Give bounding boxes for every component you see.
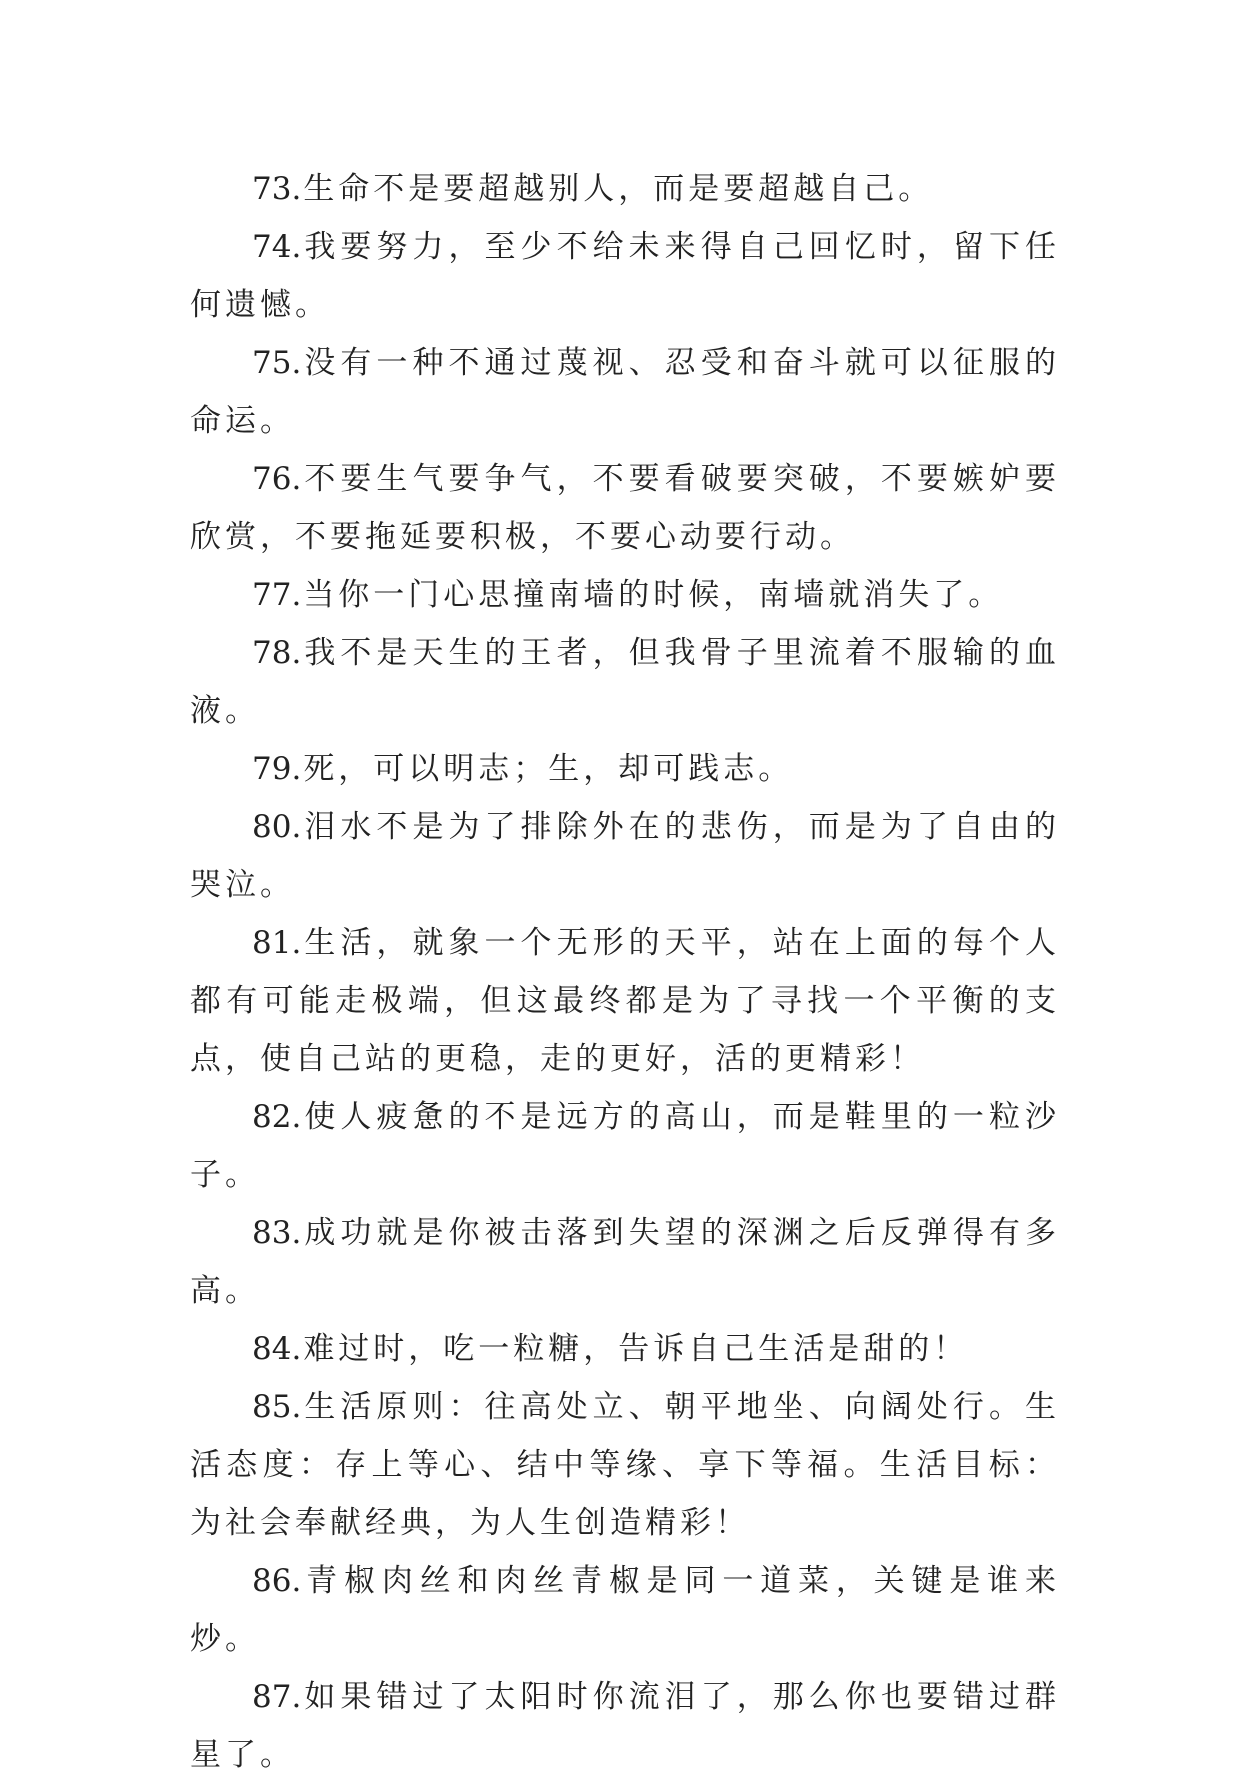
paragraph-number: 87.	[252, 1679, 302, 1715]
paragraph-82	[190, 1088, 1060, 1204]
paragraph-text: 生活原则：往高处立、朝平地坐、向阔处行。生活态度：存上等心、结中等缘、享下等福。生活目标：为社会奉献经典，为人生创造精彩！	[190, 1389, 1060, 1541]
paragraph-text: 生命不是要超越别人，而是要超越自己。	[303, 171, 934, 207]
paragraph-text: 难过时，吃一粒糖，告诉自己生活是甜的！	[303, 1331, 969, 1367]
paragraph-text: 我不是天生的王者，但我骨子里流着不服输的血液。	[190, 635, 1060, 729]
document-body	[190, 160, 1060, 1784]
paragraph-86	[190, 1552, 1060, 1668]
paragraph-text: 成功就是你被击落到失望的深渊之后反弹得有多高。	[190, 1215, 1060, 1309]
paragraph-73	[190, 160, 1060, 218]
paragraph-81	[190, 914, 1060, 1088]
paragraph-number: 74.	[252, 229, 302, 265]
paragraph-text: 生活，就象一个无形的天平，站在上面的每个人都有可能走极端，但这最终都是为了寻找一个平衡的支点，使自己站的更稳，走的更好，活的更精彩！	[190, 925, 1060, 1077]
paragraph-87	[190, 1668, 1060, 1784]
paragraph-79	[190, 740, 1060, 798]
paragraph-text: 没有一种不通过蔑视、忍受和奋斗就可以征服的命运。	[190, 345, 1060, 439]
paragraph-number: 86.	[252, 1563, 302, 1599]
paragraph-text: 当你一门心思撞南墙的时候，南墙就消失了。	[303, 577, 1004, 613]
paragraph-number: 82.	[252, 1099, 302, 1135]
paragraph-74	[190, 218, 1060, 334]
paragraph-number: 85.	[252, 1389, 302, 1425]
paragraph-number: 84.	[252, 1331, 302, 1367]
paragraph-83	[190, 1204, 1060, 1320]
paragraph-number: 73.	[252, 171, 302, 207]
paragraph-number: 78.	[252, 635, 302, 671]
paragraph-text: 使人疲惫的不是远方的高山，而是鞋里的一粒沙子。	[190, 1099, 1060, 1193]
paragraph-84	[190, 1320, 1060, 1378]
paragraph-number: 77.	[252, 577, 302, 613]
paragraph-number: 81.	[252, 925, 302, 961]
paragraph-text: 泪水不是为了排除外在的悲伤，而是为了自由的哭泣。	[190, 809, 1060, 903]
paragraph-number: 83.	[252, 1215, 302, 1251]
paragraph-text: 如果错过了太阳时你流泪了，那么你也要错过群星了。	[190, 1679, 1060, 1773]
paragraph-85	[190, 1378, 1060, 1552]
paragraph-number: 80.	[252, 809, 302, 845]
paragraph-text: 青椒肉丝和肉丝青椒是同一道菜，关键是谁来炒。	[190, 1563, 1060, 1657]
paragraph-text: 死，可以明志；生，却可践志。	[303, 751, 794, 787]
paragraph-76	[190, 450, 1060, 566]
paragraph-78	[190, 624, 1060, 740]
paragraph-80	[190, 798, 1060, 914]
paragraph-77	[190, 566, 1060, 624]
paragraph-number: 79.	[252, 751, 302, 787]
paragraph-number: 75.	[252, 345, 302, 381]
paragraph-number: 76.	[252, 461, 302, 497]
paragraph-text: 不要生气要争气，不要看破要突破，不要嫉妒要欣赏，不要拖延要积极，不要心动要行动。	[190, 461, 1060, 555]
paragraph-75	[190, 334, 1060, 450]
paragraph-text: 我要努力，至少不给未来得自己回忆时，留下任何遗憾。	[190, 229, 1060, 323]
